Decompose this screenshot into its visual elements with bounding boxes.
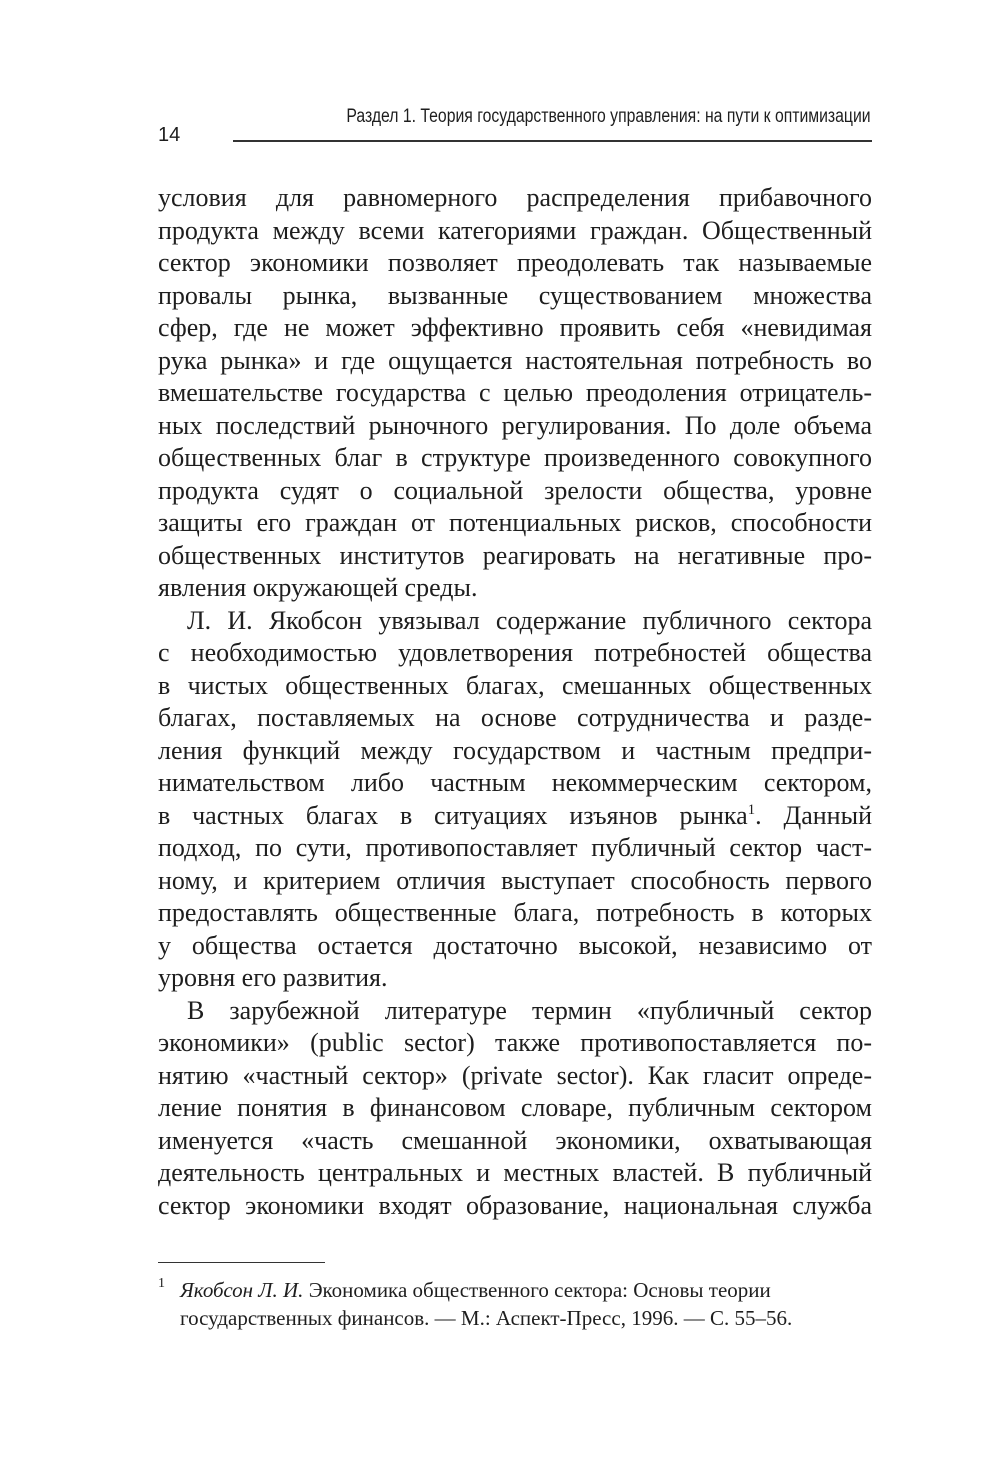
text-line: продукта между всеми категориями граждан. Общественный [158,215,872,245]
text-line: в чистых общественных благах, смешанных общественных [158,670,872,700]
text-line: условия для равномерного распределения прибавочного [158,183,872,212]
text-line: Л. И. Якобсон увязывал содержание публичного сектора [187,605,872,635]
text-line: ления функций между государством и частным предпри- [158,735,872,765]
page-number: 14 [158,124,181,146]
text-line: нятию «частный сектор» (private sector). Как гласит опреде- [158,1060,872,1090]
text-line: ному, и критерием отличия выступает способность первого [158,865,872,895]
footnote-line: государственных финансов. — М.: Аспект-Пресс, 1996. — С. 55–56. [180,1306,793,1330]
text-line: провалы рынка, вызванные существованием множества [158,280,872,310]
text-line: сектор экономики входят образование, национальная служба [158,1190,872,1220]
footnote-author: Якобсон Л. И. [180,1278,304,1302]
text-line-with-footnote-ref [158,800,872,833]
text-line: В зарубежной литературе термин «публичный сектор [187,995,872,1025]
text-line: деятельность центральных и местных властей. В публичный [158,1158,872,1187]
text-line: у общества остается достаточно высокой, независимо от [158,930,872,960]
text-line: экономики» (public sector) также противопоставляется по- [158,1028,872,1057]
footnote-text: Экономика общественного сектора: Основы теории [303,1278,771,1302]
running-head: Раздел 1. Теория государственного управления: на пути к оптимизации [346,106,871,127]
text-line: сфер, где не может эффективно проявить себя «невидимая [158,313,872,342]
footnote-marker: 1 [158,1276,165,1291]
text-line: сектор экономики позволяет преодолевать так называемые [158,248,872,277]
paragraph [158,605,872,995]
text-line: явления окружающей среды. [158,573,478,602]
header-rule [233,140,872,142]
text-segment: в частных благах в ситуациях изъянов рынка [158,800,748,830]
text-line: продукта судят о социальной зрелости общества, уровне [158,475,872,505]
text-line: вмешательстве государства с целью преодоления отрицатель- [158,378,872,407]
text-line: благах, поставляемых на основе сотрудничества и разде- [158,703,872,732]
paragraph [158,995,872,1223]
text-line: общественных благ в структуре произведенного совокупного [158,443,872,472]
footnote [158,1276,872,1332]
text-line: рука рынка» и где ощущается настоятельная потребность во [158,345,872,375]
body-text [158,182,872,1222]
text-line: уровня его развития. [158,963,388,992]
text-line: защиты его граждан от потенциальных рисков, способности [158,508,872,537]
text-segment: . Данный [755,800,872,830]
paragraph [158,182,872,605]
footnote-separator [158,1262,325,1263]
text-line: подход, по сути, противопоставляет публичный сектор част- [158,833,872,862]
text-line: именуется «часть смешанной экономики, охватывающая [158,1125,872,1155]
text-line: предоставлять общественные блага, потребность в которых [158,898,872,927]
text-line: общественных институтов реагировать на негативные про- [158,540,872,570]
footnote-reference[interactable]: 1 [747,801,756,818]
text-line: ление понятия в финансовом словаре, публичным сектором [158,1093,872,1122]
text-line: ных последствий рыночного регулирования. По доле объема [158,410,872,440]
footnote-line [158,1276,872,1304]
text-line: с необходимостью удовлетворения потребностей общества [158,638,872,667]
text-line: нимательством либо частным некоммерческим сектором, [158,768,872,797]
